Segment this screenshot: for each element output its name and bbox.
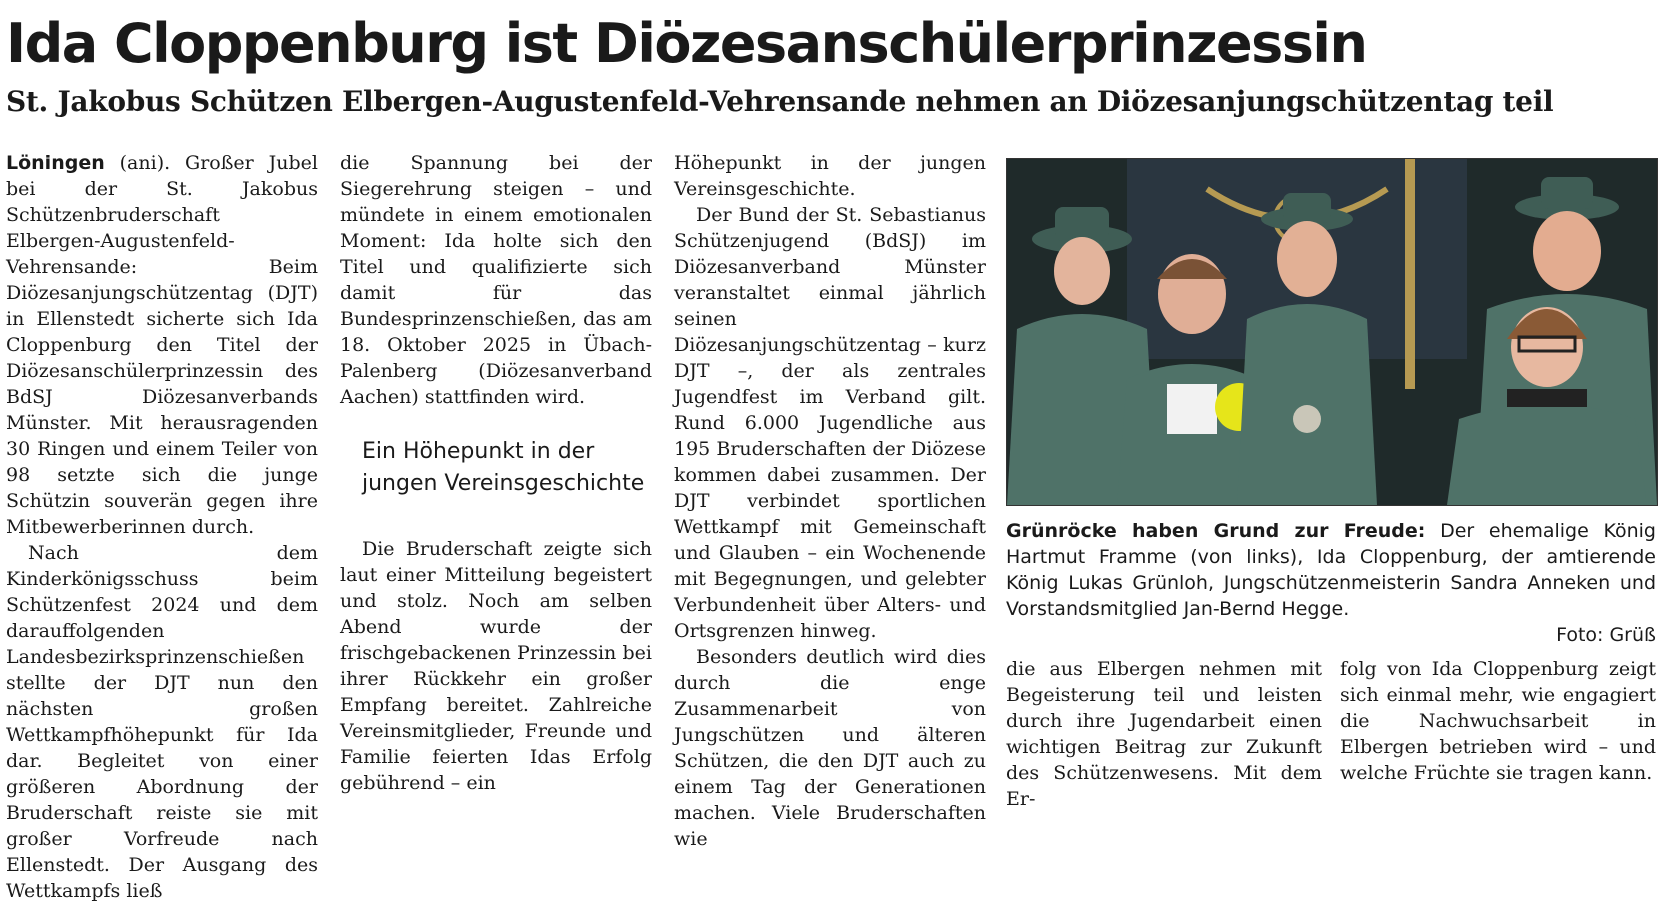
paragraph-text: (ani). Großer Jubel bei der St. Jakobus Schützenbruderschaft Elbergen-Augustenfeld-Vehrensande: Beim Diözesanjungschützentag (DJT) in Ellenstedt sicherte sich Ida Cloppenburg den Titel der Diözesanschülerprinzessin des BdSJ Diözesanverbands Münster. Mit herausragenden 30 Ringen und einem Teiler von 98 setzte sich die junge Schützin souverän gegen ihre Mitbewerberinnen durch. <box>6 152 318 538</box>
article-column-3 <box>674 150 986 852</box>
caption-lead: Grünröcke haben Grund zur Freude: <box>1006 520 1426 542</box>
photo-credit: Foto: Grüß <box>1556 624 1656 646</box>
dateline: Löningen <box>6 152 105 174</box>
article-paragraph: Höhepunkt in der jungen Vereinsgeschichte. <box>674 152 986 200</box>
caption-text: Der ehemalige König Hartmut Framme (von links), Ida Cloppenburg, der amtierende König Lukas Grünloh, Jungschützenmeisterin Sandra Anneken und Vorstandsmitglied Jan-Bernd Hegge. <box>1006 520 1656 620</box>
headline: Ida Cloppenburg ist Diözesanschülerprinzessin <box>6 12 1367 75</box>
article-column-5 <box>1340 656 1656 786</box>
article-paragraph: Nach dem Kinderkönigsschuss beim Schützenfest 2024 und dem darauffolgenden Landesbezirksprinzenschießen stellte der DJT nun den nächsten großen Wettkampfhöhepunkt für Ida dar. Begleitet von einer größeren Abordnung der Bruderschaft reiste sie mit großer Vorfreude nach Ellenstedt. Der Ausgang des Wettkampfs ließ <box>6 542 318 902</box>
article-paragraph: die aus Elbergen nehmen mit Begeisterung teil und leisten durch ihre Jugendarbeit einen wichtigen Beitrag zur Zukunft des Schützenwesens. Mit dem Er- <box>1006 658 1322 810</box>
subheadline: St. Jakobus Schützen Elbergen-Augustenfeld-Vehrensande nehmen an Diözesanjungschützentag teil <box>6 85 1554 118</box>
article-paragraph <box>6 150 318 540</box>
photo-illustration <box>1007 159 1657 505</box>
article-column-2 <box>340 150 652 796</box>
article-paragraph: Die Bruderschaft zeigte sich laut einer Mitteilung begeistert und stolz. Noch am selben Abend wurde der frischgebackenen Prinzessin bei ihrer Rückkehr ein großer Empfang bereitet. Zahlreiche Vereinsmitglieder, Freunde und Familie feierten Idas Erfolg gebührend – ein <box>340 538 652 794</box>
article-paragraph: Der Bund der St. Sebastianus Schützenjugend (BdSJ) im Diözesanverband Münster veranstaltet einmal jährlich seinen Diözesanjungschützentag – kurz DJT –, der als zentrales Jugendfest im Verband gilt. Rund 6.000 Jugendliche aus 195 Bruderschaften der Diözese kommen dabei zusammen. Der DJT verbindet sportlichen Wettkampf mit Gemeinschaft und Glauben – ein Wochenende mit Begegnungen, und gelebter Verbundenheit über Alters- und Ortsgrenzen hinweg. <box>674 204 986 642</box>
article-paragraph: folg von Ida Cloppenburg zeigt sich einmal mehr, wie engagiert die Nachwuchsarbeit in Elbergen betrieben wird – und welche Früchte sie tragen kann. <box>1340 658 1656 784</box>
article-column-1 <box>6 150 318 904</box>
photo-caption <box>1006 518 1656 648</box>
article-column-4 <box>1006 656 1322 812</box>
article-paragraph: Besonders deutlich wird dies durch die enge Zusammenarbeit von Jungschützen und älteren Schützen, die den DJT auch zu einem Tag der Generationen machen. Viele Bruderschaften wie <box>674 646 986 850</box>
article-subhead: Ein Höhepunkt in der jungen Vereinsgeschichte <box>362 439 645 496</box>
article-paragraph: die Spannung bei der Siegerehrung steigen – und mündete in einem emotionalen Moment: Ida holte sich den Titel und qualifizierte sich damit für das Bundesprinzenschießen, das am 18. Oktober 2025 in Übach-Palenberg (Diözesanverband Aachen) stattfinden wird. <box>340 152 652 408</box>
flag-pole <box>1405 159 1415 389</box>
group-photo <box>1006 158 1658 506</box>
